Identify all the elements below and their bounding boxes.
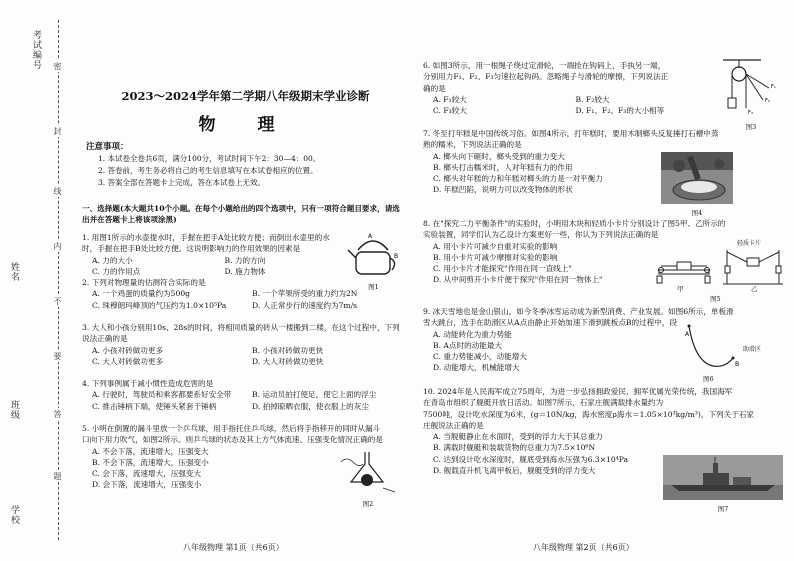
warship-photo-icon [663, 455, 783, 500]
footer-right: 八年级物理 第2页（共6页） [533, 543, 634, 552]
figure-caption: 图3 [745, 123, 757, 131]
figure-caption: 图2 [362, 500, 374, 508]
question-9: 9. 冰天雪地也是金山银山，如今冬季冰雪运动成为新型消费、产业发展。如图6所示，单板滑 雪大跳台，选手在助滑区从A点由静止开始加速下滑到跳板点B的过程中，段 A. 动能转化为重力势能 B. A点时的动能最大 C. 重力势能减小，动能增大 D. 动能增大，机械能增大 [423, 306, 788, 374]
svg-text:F₃: F₃ [748, 110, 753, 116]
notice-item: 1. 本试卷全卷共6页，满分100分，考试时间下午2：30—4：00。 [98, 154, 321, 163]
name-label: 姓名 [9, 262, 19, 282]
warship-figure [663, 455, 783, 513]
question-3: 3. 大人和小孩分别用10s、28s的时间，将相同质量的砖从一楼搬到二楼，在这个过程中，下列 说法正确的是 A. 小孩对砖做功更多 B. 小孩对砖做功更快 C. 大人对砖做功更多 D. 大人对砖做功更快 [82, 322, 412, 367]
question-10: 10. 2024年是人民海军成立75周年，为进一步弘扬拥政爱民、拥军优属光荣传统，我国海军 在青岛市组织了舰艇开放日活动。如图7所示，石家庄舰满载排水量约为 7500吨，设计吃水深度为6米，(g＝10N/kg，海水密度ρ海水＝1.05×10³kg/m³)，下列关于石家 庄舰说法正确的是 A. 当舰艇静止在水面时，受到的浮力大于其总重力 B. 满载时舰艇和装载货物的总重力为7.5×10⁶N C. 达到设计吃水深度时，舰底受到海水压强为6.3×10⁴Pa D. 舰载直升机飞离甲板后，舰艇受到的浮力变大 [423, 386, 788, 476]
seal-line [58, 20, 59, 540]
option: D. 动能增大，机械能增大 [433, 363, 520, 373]
option: B. 力的方向 [224, 255, 266, 265]
figure-label-a: 甲 [677, 285, 684, 293]
notice-heading: 注意事项： [86, 142, 129, 152]
figure-caption: 图6 [703, 375, 714, 383]
ski-jump-figure [685, 322, 780, 384]
option: A. 榔头向下砸时，榔头受到的重力变大 [433, 151, 565, 161]
option: A. 行驶时，驾驶员和乘客都要系好安全带 [92, 390, 232, 400]
option: B. 小孩对砖做功更快 [252, 345, 324, 355]
seal-char: 要 [53, 352, 62, 360]
question-7: 7. 冬至打年糕是中国传统习俗。如图4所示，打年糕时，要用木制榔头反复捶打石槽中蒸 熟的糯米，下列说法正确的是 A. 榔头向下砸时，榔头受到的重力变大 B. 榔头打击糯米时，人对年糕有力的作用 C. 榔头对年糕的力和年糕对榔头的力是一对平衡力 D. 年糕凹陷，说明力可以改变物体的形状 [423, 128, 788, 196]
pulley-icon [721, 58, 781, 118]
card-label: 轻质卡片 [737, 240, 762, 247]
option: C. 用小卡片才能探究"作用在同一直线上" [433, 264, 572, 274]
question-1: 1. 用图1所示的水壶提水时，手握在把手A处比较方便；而倒出水壶里的水 时，手握在把手B处比较方便。这说明影响力的作用效果的因素是 A. 力的大小 B. 力的方向 C. 力的作用点 D. 施力物体 [82, 232, 357, 277]
figure-caption: 图1 [368, 283, 379, 291]
notice-list [98, 153, 408, 189]
option: D. 人正常步行的速度约为7m/s [252, 300, 358, 310]
option: D. 大人对砖做功更快 [252, 356, 324, 366]
option: D. 年糕凹陷，说明力可以改变物体的形状 [433, 185, 573, 195]
option: C. 榔头对年糕的力和年糕对榔头的力是一对平衡力 [433, 174, 603, 184]
option: A. 一个鸡蛋的质量约为500g [92, 289, 191, 299]
ski-slope-icon [685, 322, 780, 374]
option: D. 施力物体 [224, 266, 266, 276]
option: B. 不会下落，流速增大，压强变小 [92, 457, 209, 467]
zone-label: 助滑区 [743, 346, 762, 353]
rice-cake-photo-icon [661, 152, 733, 204]
kettle-icon [346, 228, 401, 278]
question-4: 4. 下列事例属于减小惯性造成危害的是 A. 行驶时，驾驶员和乘客都要系好安全带 B. 运动员拍打使足，使它上面的浮尘 C. 推击锤柄下端，使锤头紧套于锤柄 D. 拍掉晾晒衣服，使衣服上的灰尘 [82, 378, 412, 412]
svg-text:A: A [685, 331, 690, 338]
figure-caption: 图7 [717, 505, 729, 513]
option: B. 一个苹果所受的重力约为2N [252, 289, 358, 299]
subject-title: 物 理 [198, 115, 293, 135]
svg-text:A: A [368, 233, 373, 240]
funnel-figure [333, 450, 403, 508]
option: C. F₃较大 [433, 106, 467, 116]
option: D. 舰载直升机飞离甲板后，舰艇受到的浮力变大 [433, 466, 596, 476]
balance-experiment-figure [655, 240, 785, 302]
question-6: 6. 如图3所示，用一根绳子绕过定滑轮，一端拴在钩码上，手执另一端， 分别用力F₁、F₂、F₃匀速拉起钩码。忽略绳子与滑轮的摩擦，下列说法正 确的是 A. F₁较大 B. F₂较大 C. F₃较大 D. F₁、F₂、F₃的大小相等 [423, 60, 718, 116]
seal-char: 密 [53, 62, 62, 70]
option: A. 小孩对砖做功更多 [92, 345, 164, 355]
figure-label-b: 乙 [751, 285, 758, 293]
option: A. F₁较大 [433, 94, 467, 104]
seal-char: 线 [53, 187, 62, 195]
option: A. 当舰艇静止在水面时，受到的浮力大于其总重力 [433, 432, 603, 442]
seal-char: 内 [53, 242, 62, 250]
option: B. 运动员拍打使足，使它上面的浮尘 [252, 390, 377, 400]
svg-text:F₁: F₁ [771, 84, 776, 90]
seal-char: 不 [53, 297, 62, 305]
option: A. 动能转化为重力势能 [433, 329, 512, 339]
exam-title: 2023～2024学年第二学期八年级期末学业诊断 [121, 89, 370, 103]
footer-left: 八年级物理 第1页（共6页） [183, 543, 284, 552]
figure-caption: 图4 [691, 209, 703, 217]
figure-caption: 图5 [710, 295, 721, 303]
option: B. 榔头打击糯米时，人对年糕有力的作用 [433, 162, 573, 172]
option: A. 用小卡片可减少自重对实验的影响 [433, 241, 558, 251]
svg-text:F₂: F₂ [765, 98, 770, 104]
balance-apparatus-icon [655, 240, 785, 292]
question-8: 8. 在"探究二力平衡条件"的实验时，小明用木块和轻质小卡片分别设计了图5甲、乙所示的 实验装置，同学们认为乙设计方案更好一些，你认为下列说法正确的是 A. 用小卡片可减少自重对实验的影响 B. 用小卡片可减少摩擦对实验的影响 C. 用小卡片才能探究"作用在同一直线上" D. 从中间剪开小卡片便于探究"作用在同一物体上" [423, 218, 788, 286]
pulley-figure [721, 58, 781, 131]
option: D. 拍掉晾晒衣服，使衣服上的灰尘 [252, 401, 369, 411]
rice-cake-figure [661, 152, 733, 217]
option: B. F₂较大 [575, 94, 610, 104]
binding-strip [0, 0, 72, 561]
option: D. F₁、F₂、F₃的大小相等 [575, 106, 665, 116]
question-5: 5. 小明在倒置的漏斗里放一个乒乓球，用手指托住乒乓球，然后将手指移开的同时从漏斗 口向下用力吹气，如图2所示。则乒乓球的状态及其上方气体流速、压强变化情况正确的是 A. 不会下落，流速增大，压强变大 B. 不会下落，流速增大，压强变小 C. 会下落，流速增大，压强变大 D. 会下落，流速增大，压强变小 [82, 423, 412, 491]
seal-char: 封 [53, 127, 62, 135]
school-label: 学校 [9, 505, 19, 525]
option: A. 力的大小 [92, 255, 133, 265]
option: A. 不会下落，流速增大，压强变大 [92, 446, 209, 456]
option: B. 用小卡片可减少摩擦对实验的影响 [433, 252, 558, 262]
notice-item: 3. 答案全部在答题卡上完成，答在本试卷上无效。 [98, 178, 266, 187]
option: C. 力的作用点 [92, 266, 141, 276]
seal-char: 题 [53, 472, 62, 480]
option: C. 重力势能减小，动能增大 [433, 352, 527, 362]
seal-char: 答 [53, 410, 62, 418]
section1-heading: 一、选择题(本大题共10个小题。在每个小题给出的四个选项中，只有一项符合题目要求，请选 出并在答题卡上将该项涂黑) [82, 204, 400, 225]
exam-no-label: 考试编号 [31, 30, 41, 70]
option: D. 会下落，流速增大，压强变小 [92, 480, 202, 490]
option: C. 达到设计吃水深度时，舰底受到海水压强为6.3×10⁴Pa [433, 454, 629, 464]
left-column [78, 0, 413, 561]
right-column [423, 0, 788, 561]
option: C. 大人对砖做功更多 [92, 356, 164, 366]
svg-text:B: B [394, 253, 399, 260]
option: C. 珠穆朗玛峰顶的气压约为1.0×10⁵Pa [92, 300, 227, 310]
funnel-ball-icon [333, 450, 403, 495]
svg-text:B: B [735, 361, 740, 368]
question-2: 2. 下列对物理量的估测符合实际的是 A. 一个鸡蛋的质量约为500g B. 一个苹果所受的重力约为2N C. 珠穆朗玛峰顶的气压约为1.0×10⁵Pa D. 人正常步行的速度约为7m/s [82, 277, 412, 311]
option: C. 会下落，流速增大，压强变大 [92, 469, 202, 479]
option: B. A点时的动能最大 [433, 340, 503, 350]
notice-item: 2. 答卷前，考生务必将自己的考生信息填写在本试卷相应的位置。 [98, 166, 318, 175]
option: C. 推击锤柄下端，使锤头紧套于锤柄 [92, 401, 217, 411]
class-label: 班级 [9, 400, 19, 420]
option: D. 从中间剪开小卡片便于探究"作用在同一物体上" [433, 275, 603, 285]
option: B. 满载时舰艇和装载货物的总重力为7.5×10⁶N [433, 443, 596, 453]
